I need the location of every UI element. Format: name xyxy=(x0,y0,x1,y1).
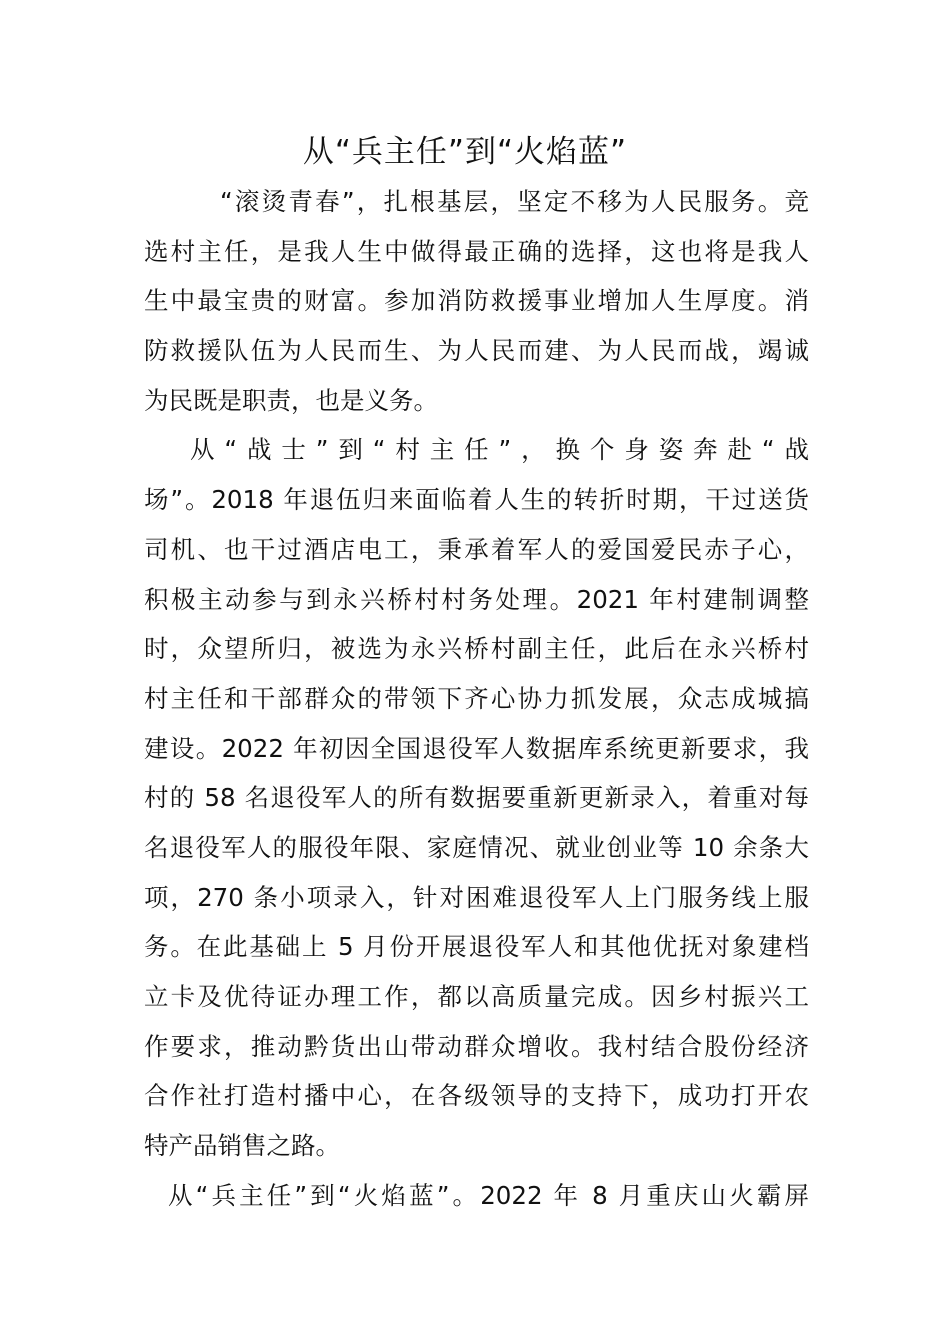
text-line: 立卡及优待证办理工作，都以高质量完成。因乡村振兴工 xyxy=(144,982,809,1011)
page-title: 从“兵主任”到“火焰蓝” xyxy=(302,134,628,170)
text-line: 名退役军人的服役年限、家庭情况、就业创业等 10 余条大 xyxy=(144,833,809,862)
text-line: 村的 58 名退役军人的所有数据要重新更新录入，着重对每 xyxy=(144,783,809,812)
text-line: 时，众望所归，被选为永兴桥村副主任，此后在永兴桥村 xyxy=(144,634,809,663)
text-line: 从“兵主任”到“火焰蓝”。2022 年 8 月重庆山火霸屏 xyxy=(168,1181,809,1210)
text-line: 防救援队伍为人民而生、为人民而建、为人民而战，竭诚 xyxy=(144,336,809,365)
text-line: 场”。2018 年退伍归来面临着人生的转折时期，干过送货 xyxy=(144,485,809,514)
text-line: 务。在此基础上 5 月份开展退役军人和其他优抚对象建档 xyxy=(144,932,809,961)
text-line: 作要求，推动黔货出山带动群众增收。我村结合股份经济 xyxy=(144,1032,809,1061)
text-line: 建设。2022 年初因全国退役军人数据库系统更新要求，我 xyxy=(144,734,809,763)
text-line: “滚烫青春”，扎根基层，坚定不移为人民服务。竞 xyxy=(220,187,809,216)
text-line: 村主任和干部群众的带领下齐心协力抓发展，众志成城搞 xyxy=(144,684,809,713)
text-line: 积极主动参与到永兴桥村村务处理。2021 年村建制调整 xyxy=(144,585,809,614)
text-line: 合作社打造村播中心，在各级领导的支持下，成功打开农 xyxy=(144,1081,809,1110)
text-line: 从“战士”到“村主任”，换个身姿奔赴“战 xyxy=(190,435,809,464)
text-line: 司机、也干过酒店电工，秉承着军人的爱国爱民赤子心， xyxy=(144,535,809,564)
text-line: 项，270 条小项录入，针对困难退役军人上门服务线上服 xyxy=(144,883,809,912)
text-line: 选村主任，是我人生中做得最正确的选择，这也将是我人 xyxy=(144,237,809,266)
text-line: 特产品销售之路。 xyxy=(144,1131,340,1160)
text-line: 生中最宝贵的财富。参加消防救援事业增加人生厚度。消 xyxy=(144,286,809,315)
text-line: 为民既是职责，也是义务。 xyxy=(144,386,438,415)
